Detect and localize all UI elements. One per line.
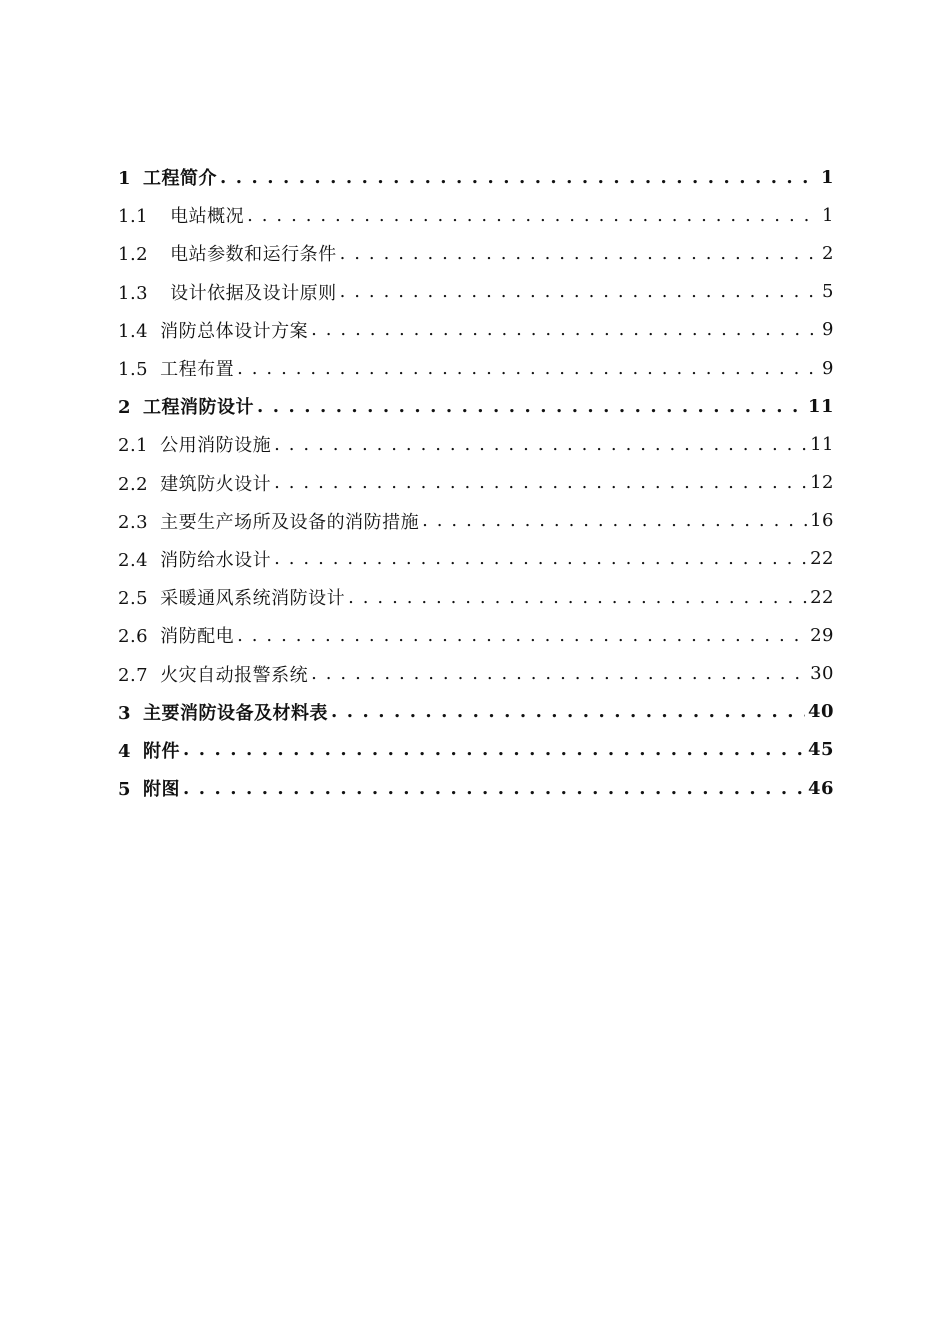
toc-entry-title <box>118 164 217 190</box>
toc-entry-number: 1.4 <box>118 320 149 342</box>
toc-entry[interactable] <box>118 769 834 807</box>
toc-entry[interactable] <box>118 731 834 769</box>
dot-leader <box>237 616 807 654</box>
toc-entry[interactable] <box>118 425 834 463</box>
toc-entry[interactable] <box>118 311 834 349</box>
toc-entry-title <box>118 584 345 610</box>
toc-entry-page-number: 1 <box>820 166 834 188</box>
toc-entry-text: 建筑防火设计 <box>160 473 272 495</box>
toc-entry[interactable] <box>118 693 834 731</box>
toc-entry-number: 5 <box>118 779 132 801</box>
dot-leader <box>311 311 819 349</box>
toc-entry-title <box>118 279 337 305</box>
toc-entry-number: 1 <box>118 168 132 190</box>
toc-entry-text: 消防总体设计方案 <box>160 320 309 342</box>
dot-leader <box>422 502 807 540</box>
toc-entry-number: 1.1 <box>118 206 149 228</box>
toc-entry-text: 设计依据及设计原则 <box>170 282 337 304</box>
toc-entry-text: 附图 <box>143 779 181 801</box>
toc-entry-title <box>118 775 180 801</box>
dot-leader <box>340 234 819 272</box>
toc-entry-title <box>118 431 271 457</box>
toc-entry-number: 2.7 <box>118 664 149 686</box>
toc-entry-text: 采暖通风系统消防设计 <box>160 588 346 610</box>
dot-leader <box>340 273 819 311</box>
toc-entry-title <box>118 737 180 763</box>
toc-entry-title <box>118 317 308 343</box>
toc-entry-number: 2.2 <box>118 473 149 495</box>
toc-entry-text: 附件 <box>143 740 181 762</box>
toc-entry-number: 4 <box>118 740 132 762</box>
toc-entry-title <box>118 661 308 687</box>
toc-entry-page-number: 29 <box>810 624 834 646</box>
toc-entry-text: 工程布置 <box>160 359 235 381</box>
toc-entry-text: 电站概况 <box>170 206 245 228</box>
toc-entry-number: 3 <box>118 702 132 724</box>
toc-entry-title <box>118 202 244 228</box>
toc-entry-page-number: 46 <box>807 777 834 799</box>
toc-entry[interactable] <box>118 349 834 387</box>
toc-entry-page-number: 12 <box>810 472 834 494</box>
toc-entry[interactable] <box>118 616 834 654</box>
toc-entry[interactable] <box>118 464 834 502</box>
toc-entry-text: 公用消防设施 <box>160 435 272 457</box>
toc-entry-page-number: 16 <box>810 510 834 532</box>
toc-entry-page-number: 9 <box>822 357 834 379</box>
toc-entry-text: 主要消防设备及材料表 <box>143 702 329 724</box>
dot-leader <box>274 464 807 502</box>
toc-entry[interactable] <box>118 234 834 272</box>
toc-entry-text: 火灾自动报警系统 <box>160 664 309 686</box>
toc-entry[interactable] <box>118 654 834 692</box>
toc-entry-page-number: 30 <box>810 663 834 685</box>
toc-entry-text: 消防配电 <box>160 626 235 648</box>
toc-entry-title <box>118 240 337 266</box>
dot-leader <box>257 387 805 425</box>
toc-entry-page-number: 11 <box>810 433 834 455</box>
toc-entry-text: 工程简介 <box>143 168 218 190</box>
toc-entry-page-number: 45 <box>807 739 834 761</box>
dot-leader <box>247 196 819 234</box>
toc-entry-number: 1.2 <box>118 244 149 266</box>
toc-entry[interactable] <box>118 540 834 578</box>
dot-leader <box>220 158 818 196</box>
toc-entry-number: 2.3 <box>118 511 149 533</box>
toc-entry[interactable] <box>118 387 834 425</box>
toc-entry-page-number: 5 <box>822 281 834 303</box>
dot-leader <box>237 349 819 387</box>
table-of-contents <box>118 158 834 807</box>
toc-entry[interactable] <box>118 578 834 616</box>
toc-entry[interactable] <box>118 273 834 311</box>
dot-leader <box>274 425 807 463</box>
toc-entry-number: 2 <box>118 397 132 419</box>
toc-entry-number: 2.1 <box>118 435 149 457</box>
dot-leader <box>311 654 807 692</box>
toc-entry-title <box>118 470 271 496</box>
dot-leader <box>183 769 805 807</box>
toc-entry-page-number: 22 <box>810 548 834 570</box>
dot-leader <box>183 731 805 769</box>
toc-entry-title <box>118 546 271 572</box>
toc-entry-title <box>118 393 254 419</box>
dot-leader <box>274 540 807 578</box>
toc-entry[interactable] <box>118 196 834 234</box>
toc-entry-page-number: 2 <box>822 242 834 264</box>
toc-entry-text: 电站参数和运行条件 <box>170 244 337 266</box>
dot-leader <box>348 578 807 616</box>
toc-entry-title <box>118 699 328 725</box>
toc-entry[interactable] <box>118 158 834 196</box>
toc-entry-page-number: 22 <box>810 586 834 608</box>
toc-entry-title <box>118 622 234 648</box>
toc-entry-number: 1.3 <box>118 282 149 304</box>
toc-entry-page-number: 40 <box>807 701 834 723</box>
toc-entry-text: 工程消防设计 <box>143 397 255 419</box>
toc-entry-number: 1.5 <box>118 359 149 381</box>
toc-entry-page-number: 9 <box>822 319 834 341</box>
toc-entry-number: 2.5 <box>118 588 149 610</box>
toc-entry[interactable] <box>118 502 834 540</box>
toc-entry-page-number: 1 <box>822 204 834 226</box>
toc-entry-title <box>118 355 234 381</box>
toc-entry-title <box>118 508 419 534</box>
toc-entry-number: 2.6 <box>118 626 149 648</box>
toc-entry-page-number: 11 <box>807 395 834 417</box>
toc-entry-text: 消防给水设计 <box>160 549 272 571</box>
dot-leader <box>331 693 805 731</box>
toc-entry-text: 主要生产场所及设备的消防措施 <box>160 511 420 533</box>
toc-entry-number: 2.4 <box>118 549 149 571</box>
